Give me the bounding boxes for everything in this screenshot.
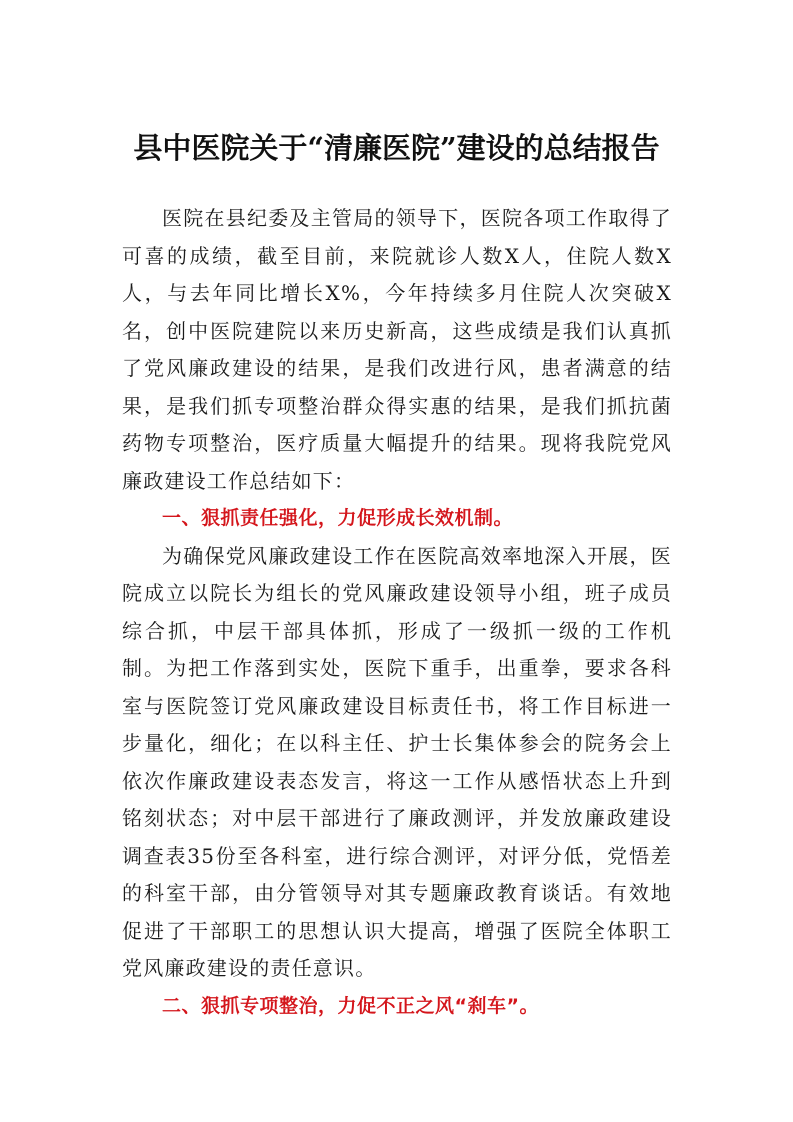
document-body xyxy=(122,200,672,1025)
section-1-paragraph: 为确保党风廉政建设工作在医院高效率地深入开展，医院成立以院长为组长的党风廉政建设领导小组，班子成员综合抓，中层干部具体抓，形成了一级抓一级的工作机制。为把工作落到实处，医院下重手，出重拳，要求各科室与医院签订党风廉政建设目标责任书，将工作目标进一步量化，细化；在以科主任、护士长集体参会的院务会上依次作廉政建设表态发言，将这一工作从感悟状态上升到铭刻状态；对中层干部进行了廉政测评，并发放廉政建设调查表35份至各科室，进行综合测评，对评分低，党悟差的科室干部，由分管领导对其专题廉政教育谈话。有效地促进了干部职工的思想认识大提高，增强了医院全体职工党风廉政建设的责任意识。 xyxy=(122,543,672,980)
document-title: 县中医院关于“清廉医院”建设的总结报告 xyxy=(133,131,660,165)
section-1-heading: 一、狠抓责任强化，力促形成长效机制。 xyxy=(162,507,514,529)
section-2-heading: 二、狠抓专项整治，力促不正之风“刹车”。 xyxy=(162,994,539,1017)
intro-paragraph: 医院在县纪委及主管局的领导下，医院各项工作取得了可喜的成绩，截至目前，来院就诊人数X人，住院人数X人，与去年同比增长X%，今年持续多月住院人次突破X名，创中医院建院以来历史新高，这些成绩是我们认真抓了党风廉政建设的结果，是我们改进行风，患者满意的结果，是我们抓专项整治群众得实惠的结果，是我们抓抗菌药物专项整治，医疗质量大幅提升的结果。现将我院党风廉政建设工作总结如下： xyxy=(122,206,672,493)
